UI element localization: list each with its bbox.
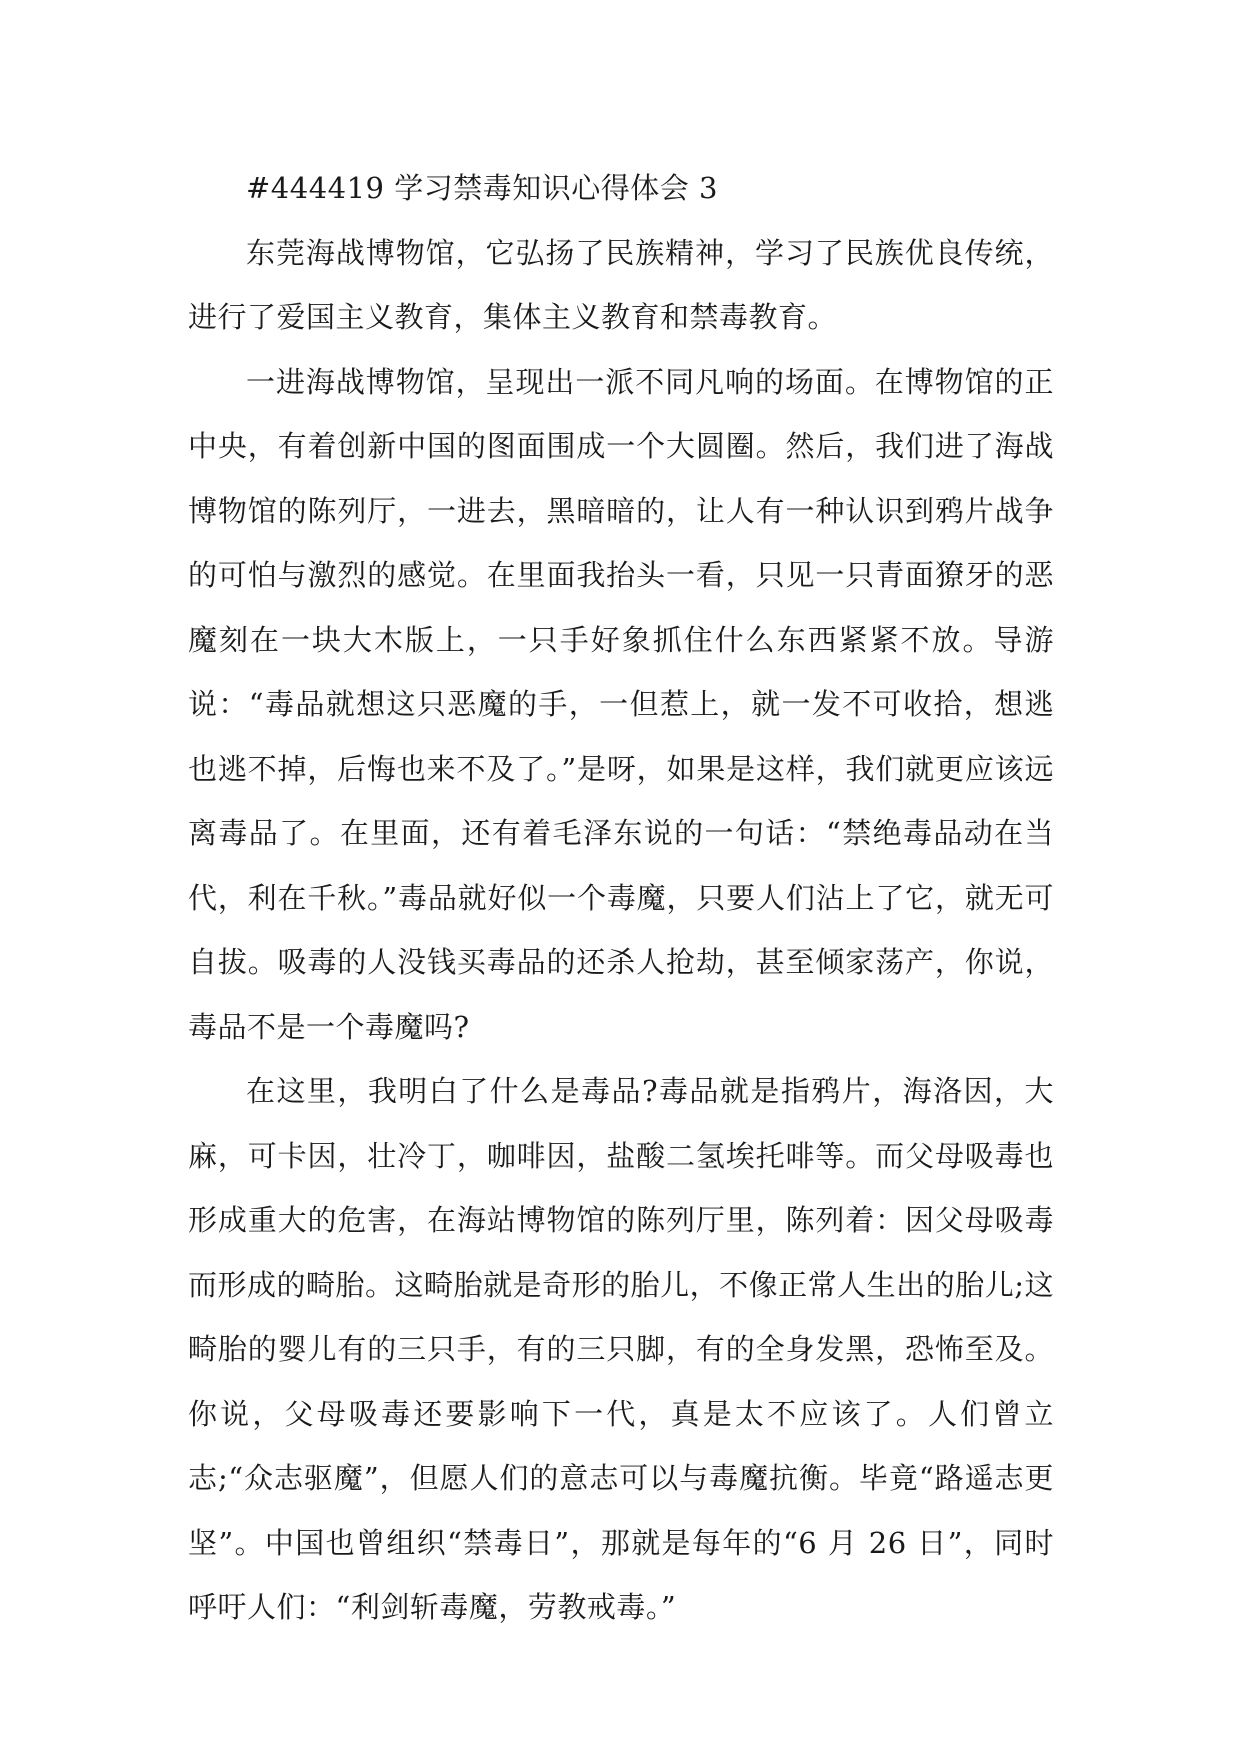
paragraph-2: 一进海战博物馆，呈现出一派不同凡响的场面。在博物馆的正中央，有着创新中国的图面围成一个大圆圈。然后，我们进了海战博物馆的陈列厅，一进去，黑暗暗的，让人有一种认识到鸦片战争的可怕与激烈的感觉。在里面我抬头一看，只见一只青面獠牙的恶魔刻在一块大木版上，一只手好象抓住什么东西紧紧不放。导游说：“毒品就想这只恶魔的手，一但惹上，就一发不可收拾，想逃也逃不掉，后悔也来不及了。”是呀，如果是这样，我们就更应该远离毒品了。在里面，还有着毛泽东说的一句话：“禁绝毒品动在当代，利在千秋。”毒品就好似一个毒魔，只要人们沾上了它，就无可自拔。吸毒的人没钱买毒品的还杀人抢劫，甚至倾家荡产，你说，毒品不是一个毒魔吗? (188, 364, 1054, 1044)
paragraph-3: 在这里，我明白了什么是毒品?毒品就是指鸦片，海洛因，大麻，可卡因，壮冷丁，咖啡因，盐酸二氢埃托啡等。而父母吸毒也形成重大的危害，在海站博物馆的陈列厅里，陈列着：因父母吸毒而形成的畸胎。这畸胎就是奇形的胎儿，不像正常人生出的胎儿;这畸胎的婴儿有的三只手，有的三只脚，有的全身发黑，恐怖至及。你说，父母吸毒还要影响下一代，真是太不应该了。人们曾立志;“众志驱魔”，但愿人们的意志可以与毒魔抗衡。毕竟“路遥志更坚”。中国也曾组织“禁毒日”，那就是每年的“6 月 26 日”，同时呼吁人们：“利剑斩毒魔，劳教戒毒。” (188, 1074, 1054, 1624)
paragraph-1: 东莞海战博物馆，它弘扬了民族精神，学习了民族优良传统，进行了爱国主义教育，集体主义教育和禁毒教育。 (188, 235, 1054, 334)
document-title: #444419 学习禁毒知识心得体会 3 (246, 171, 718, 205)
document-body (188, 156, 1054, 1640)
